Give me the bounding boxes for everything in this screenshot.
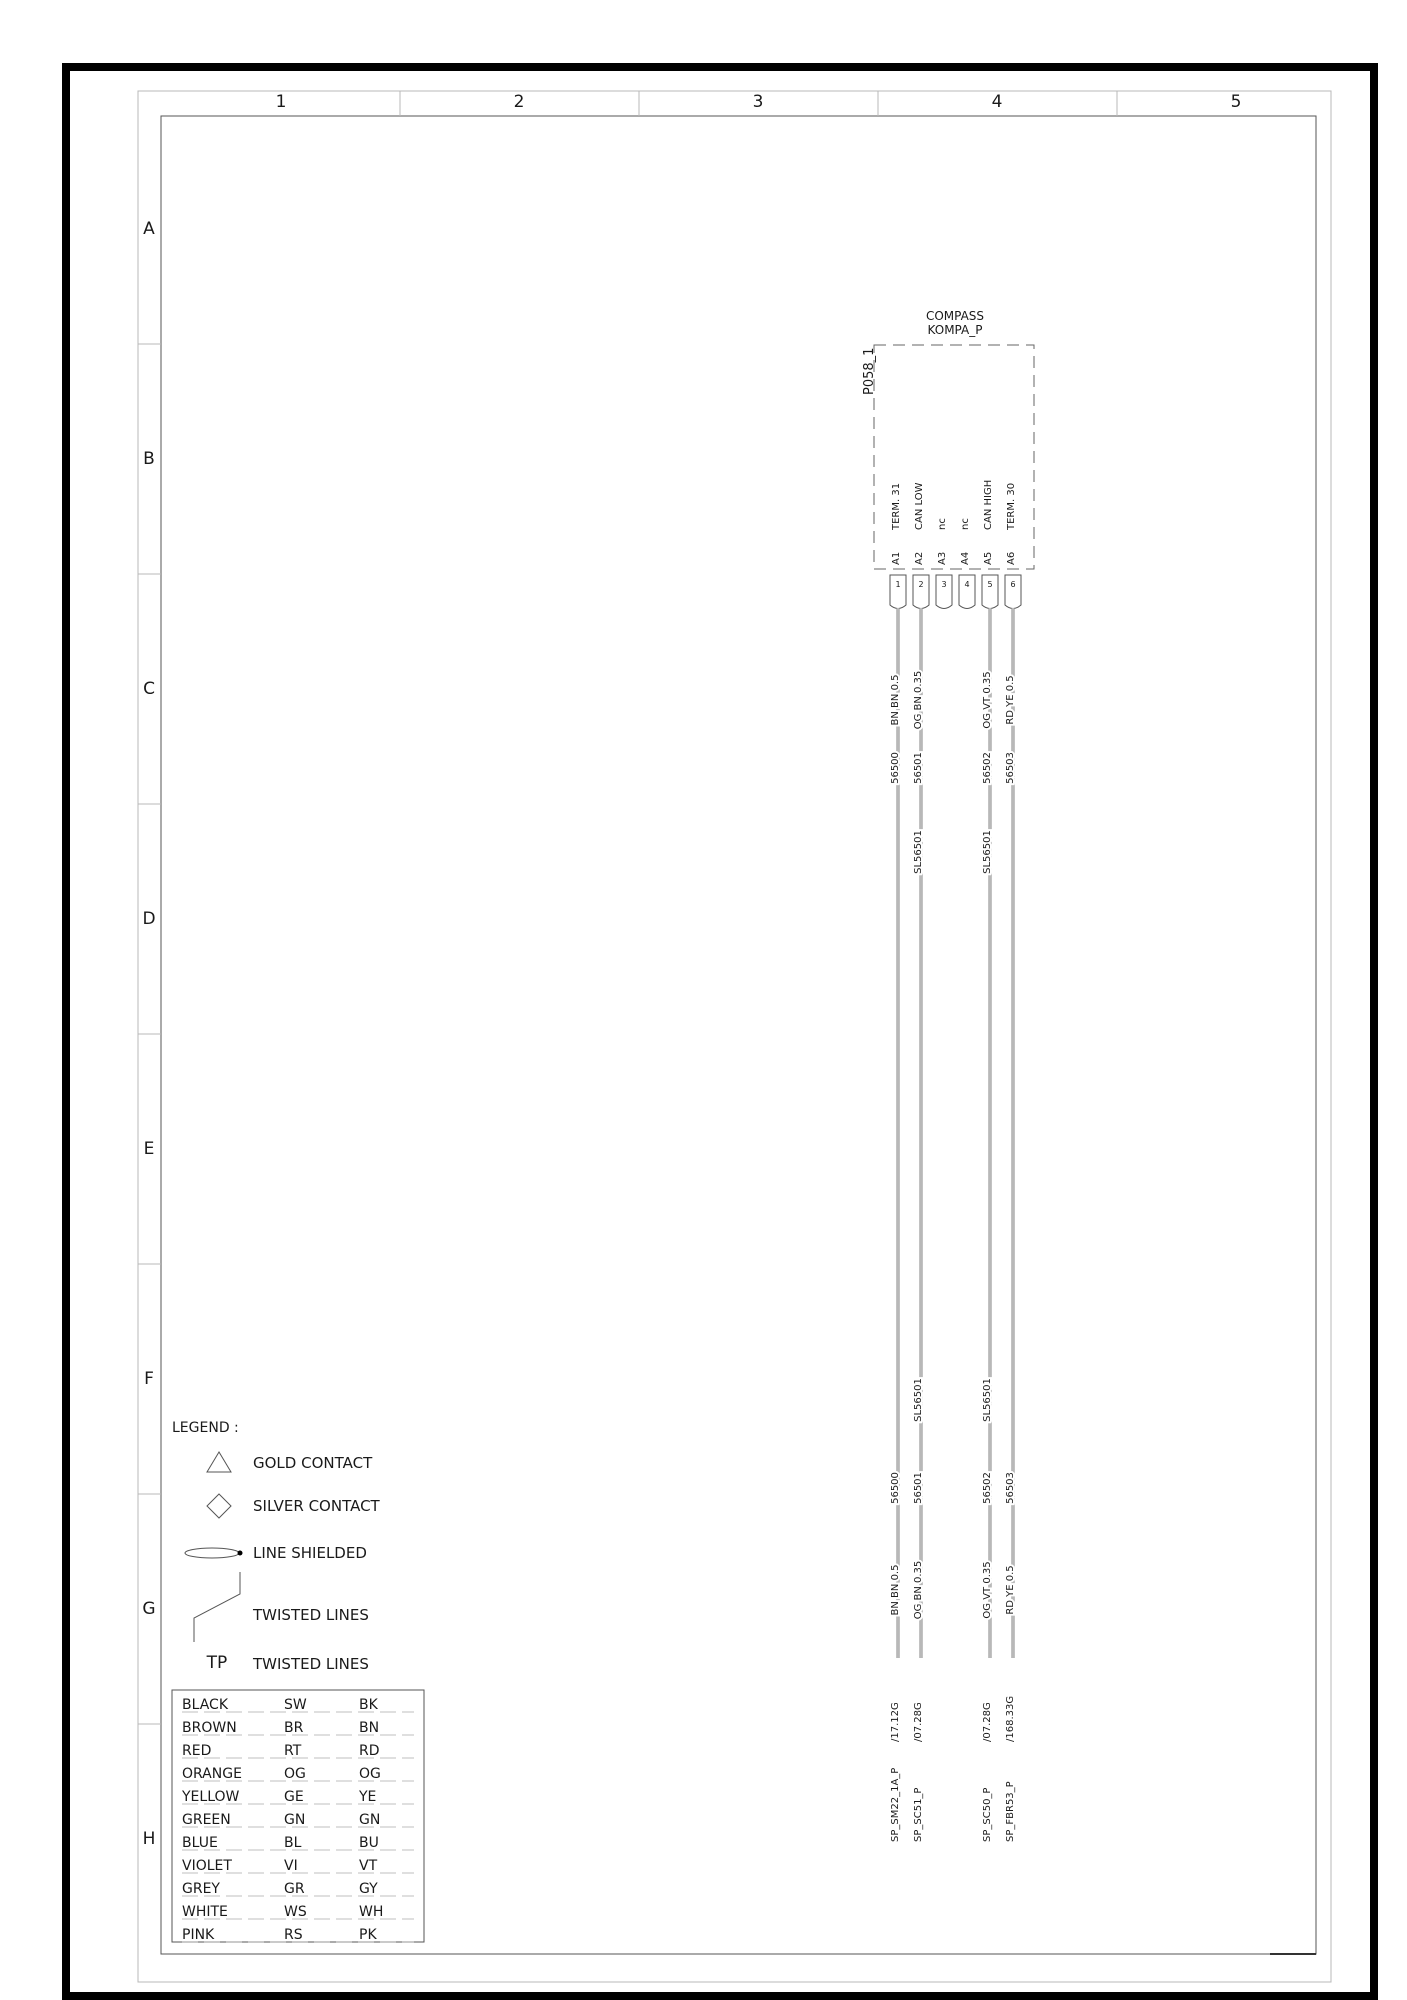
wire-spec-label: OG VT 0.35 [982,671,993,729]
drawing-frame [161,116,1316,1954]
color-name: GREY [182,1881,220,1897]
legend-label: TWISTED LINES [253,1606,369,1624]
wire-spec-label: OG VT 0.35 [982,1561,993,1619]
row-label: E [143,1139,155,1159]
pin-signal-label: nc [937,518,948,530]
shield-label: SL56501 [913,1378,924,1422]
color-code-en: GY [359,1881,378,1897]
wire-spec-label: BN BN 0.5 [890,674,901,726]
color-code-en: BN [359,1720,380,1736]
color-code-de: WS [284,1904,307,1920]
dest-ref-label[interactable]: /07.28G [913,1702,924,1742]
color-name: ORANGE [182,1766,242,1782]
wire-id-label: 56502 [982,752,993,784]
wire-spec-label: OG BN 0.35 [913,1560,924,1620]
row-label: C [143,679,155,699]
pin-terminal[interactable] [982,575,998,609]
svg-text:3: 3 [941,580,947,589]
pin-signal-label: nc [960,518,971,530]
svg-text:1: 1 [895,580,901,589]
wire-spec-label: RD YE 0.5 [1005,1565,1016,1615]
pin-id-label: A6 [1006,551,1017,565]
pin-terminal[interactable] [890,575,906,609]
color-code-en: BU [359,1835,379,1851]
color-code-en: VT [359,1858,378,1874]
color-name: YELLOW [182,1789,240,1805]
svg-text:2: 2 [918,580,924,589]
color-code-en: WH [359,1904,384,1920]
shield-ellipse-icon [185,1548,243,1558]
diamond-icon [207,1494,231,1518]
wire-id-label: 56503 [1005,752,1016,784]
legend-label: GOLD CONTACT [253,1454,373,1472]
color-name: WHITE [182,1904,228,1920]
wire-id-label: 56502 [982,1472,993,1504]
component-subtitle: KOMPA_P [927,323,983,337]
color-name: BROWN [182,1720,237,1736]
pin-id-label: A2 [914,551,925,565]
pin-terminal[interactable] [913,575,929,609]
pin-id-label: A4 [960,551,971,565]
color-code-en: BK [359,1697,378,1713]
dest-ref-label[interactable]: /17.12G [890,1702,901,1742]
wire-id-label: 56501 [913,752,924,784]
column-label: 4 [991,92,1003,112]
shield-label: SL56501 [982,830,993,874]
connector-id: P058_1 [862,347,877,395]
dest-ref-label[interactable]: /168.33G [1005,1695,1016,1742]
color-name: BLACK [182,1697,229,1713]
color-code-de: BL [284,1835,302,1851]
component-title: COMPASS [925,309,985,323]
dest-splice-label[interactable]: SP_SC50_P [982,1787,993,1842]
pin-signal-label: CAN LOW [914,482,925,530]
column-label: 1 [275,92,287,112]
row-label: G [142,1599,156,1619]
svg-text:6: 6 [1010,580,1016,589]
row-label: H [142,1829,156,1849]
pin-signal-label: TERM. 31 [891,482,902,530]
color-code-en: GN [359,1812,381,1828]
svg-text:5: 5 [987,580,993,589]
pin-signal-label: CAN HIGH [983,479,994,530]
color-code-de: RS [284,1927,303,1943]
pin-id-label: A5 [983,551,994,565]
legend-label: TWISTED LINES [253,1655,369,1673]
wire-id-label: 56503 [1005,1472,1016,1504]
triangle-icon [207,1452,231,1472]
legend-title: LEGEND : [172,1420,239,1436]
wire-spec-label: OG BN 0.35 [913,670,924,730]
row-label: A [143,219,155,239]
color-name: BLUE [182,1835,218,1851]
legend-label: LINE SHIELDED [253,1544,367,1562]
color-code-en: RD [359,1743,380,1759]
svg-text:4: 4 [964,580,970,589]
pin-terminal[interactable] [959,575,975,609]
legend-label: SILVER CONTACT [253,1497,380,1515]
color-code-de: SW [284,1697,307,1713]
row-label: B [143,449,155,469]
color-code-de: RT [284,1743,302,1759]
color-table-rows [181,1697,414,1943]
column-label: 5 [1230,92,1242,112]
column-label: 2 [513,92,525,112]
pin-signal-label: TERM. 30 [1006,482,1017,530]
color-code-de: BR [284,1720,304,1736]
pin-id-label: A3 [937,551,948,565]
color-code-de: GN [284,1812,306,1828]
color-code-de: GR [284,1881,305,1897]
wire-id-label: 56500 [890,752,901,784]
dest-splice-label[interactable]: SP_SM22_1A_P [890,1767,901,1842]
pin-terminal[interactable] [936,575,952,609]
shield-label: SL56501 [982,1378,993,1422]
column-label: 3 [752,92,764,112]
color-name: PINK [182,1927,215,1943]
shield-label: SL56501 [913,830,924,874]
wire-id-label: 56501 [913,1472,924,1504]
color-code-de: VI [284,1858,298,1874]
wire-spec-label: BN BN 0.5 [890,1564,901,1616]
twisted-line-icon [194,1572,240,1642]
color-name: RED [182,1743,212,1759]
row-label: F [144,1369,154,1389]
dest-ref-label[interactable]: /07.28G [982,1702,993,1742]
wire-id-label: 56500 [890,1472,901,1504]
color-code-en: PK [359,1927,377,1943]
wire-spec-label: RD YE 0.5 [1005,675,1016,725]
dest-splice-label[interactable]: SP_FBR53_P [1005,1781,1016,1842]
color-code-de: OG [284,1766,306,1782]
zone-frame-outer [138,91,1331,1982]
color-name: VIOLET [182,1858,232,1874]
dest-splice-label[interactable]: SP_SC51_P [913,1787,924,1842]
pin-terminal[interactable] [1005,575,1021,609]
outer-border [66,67,1374,1996]
pin-id-label: A1 [891,551,902,565]
color-code-en: YE [359,1789,377,1805]
component-box [874,345,1034,569]
tp-symbol: TP [206,1653,228,1673]
row-label: D [142,909,156,929]
color-code-en: OG [359,1766,381,1782]
color-name: GREEN [182,1812,231,1828]
color-code-de: GE [284,1789,304,1805]
